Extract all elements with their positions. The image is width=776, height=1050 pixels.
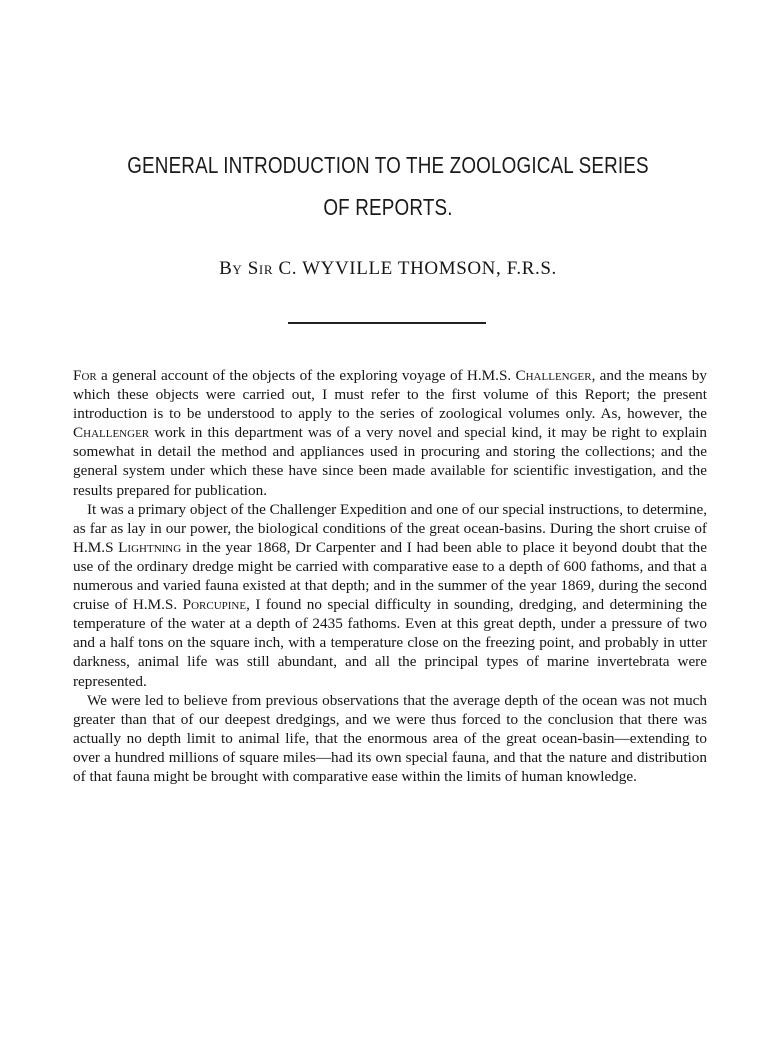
body-text (73, 366, 707, 786)
p1-run: , and the means by which these objects were carried out, I must refer to the first volume of this Report; the present introduction is to be understood to apply to the series of zoological volumes only. As, however, the (73, 367, 707, 423)
paragraph-3 (73, 691, 707, 786)
author-byline (60, 258, 716, 280)
p2-run: , I found no special difficulty in sounding, dredging, and determining the temperature of the water at a depth of 2435 fathoms. Even at this great depth, under a pressure of two and a half tons on the square inch, with a temperature close on the freezing point, and probably in utter darkness, animal life was still abundant, and all the principal types of marine invertebrata were represented. (73, 596, 707, 690)
p2-run: Porcupine (182, 596, 247, 614)
paragraph-2 (73, 500, 707, 691)
author-name: C. WYVILLE THOMSON, F.R.S. (278, 258, 557, 279)
p1-run: Challenger (515, 367, 592, 384)
title-line-1: GENERAL INTRODUCTION TO THE ZOOLOGICAL SERIES (127, 152, 649, 178)
p2-run: Lightning (118, 538, 182, 556)
p2-run: in the year 1868, Dr Carpenter and I had been able to place it beyond doubt that the use of the ordinary dredge might be carried with comparative ease to a depth of 600 fathoms, and that a numerous and varied fauna existed at that depth; and in the summer of the year 1869, during the second cruise of H.M.S. (73, 538, 708, 614)
title-divider (288, 322, 486, 324)
paragraph-1 (73, 366, 707, 500)
p1-run: Challenger (73, 424, 150, 442)
p1-run: For (73, 367, 97, 384)
p3-run: We were led to believe from previous observations that the average depth of the ocean was not much greater than that of our deepest dredgings, and we were thus forced to the conclusion that there was actually no depth limit to animal life, that the enormous area of the great ocean-basin—extending to over a hundred millions of square miles—had its own special fauna, and that the nature and distribution of that fauna might be brought with comparative ease within the limits of human knowledge. (73, 691, 707, 785)
title-line-2: OF REPORTS. (323, 194, 453, 220)
p2-run: It was a primary object of the Challenger Expedition and one of our special instructions, to determine, as far as lay in our power, the biological conditions of the great ocean-basins. During the short cruise of H.M.S (73, 500, 707, 556)
p1-run: work in this department was of a very novel and special kind, it may be right to explain somewhat in detail the method and appliances used in procuring and storing the collections; and the general system under which these have since been made available for scientific investigation, and the results prepared for publication. (73, 424, 707, 499)
p1-run: a general account of the objects of the exploring voyage of H.M.S. (96, 367, 516, 384)
author-prefix: By Sir (219, 258, 274, 279)
